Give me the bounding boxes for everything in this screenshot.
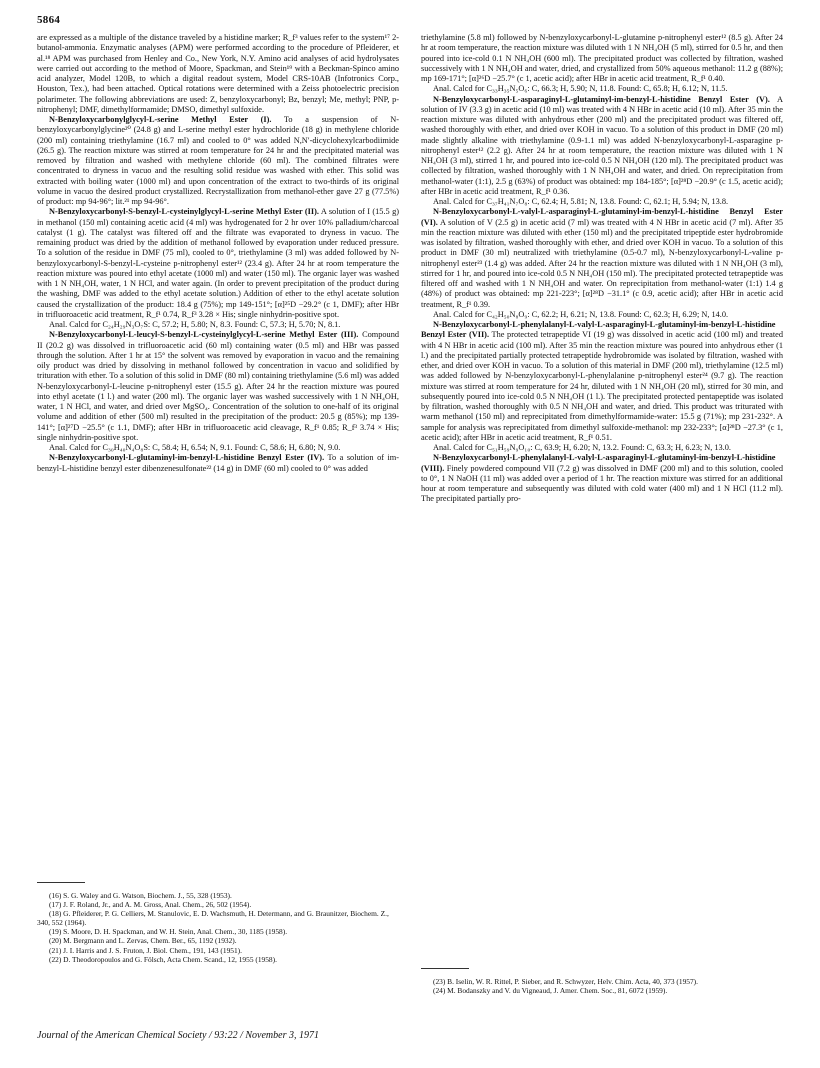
paragraph	[37, 453, 399, 474]
analysis-line: Anal. Calcd for C₃₃H₃₅N₅O₆: C, 66.3; H, 5.90; N, 11.8. Found: C, 65.8; H, 6.12; N, 11.5.	[433, 84, 728, 94]
footnotes-left	[37, 891, 399, 964]
analysis-line: Anal. Calcd for C₅₁H₅₉N₉O₁₀: C, 63.9; H, 6.20; N, 13.2. Found: C, 63.3; H, 6.23; N, 13.0.	[433, 443, 731, 452]
analysis-line: Anal. Calcd for C₃₇H₄₁N₇O₈: C, 62.4; H, 5.81; N, 13.8. Found: C, 62.1; H, 5.94; N, 13.8.	[433, 197, 729, 206]
paragraph	[37, 330, 399, 443]
footnote: (22) D. Theodoropoulos and G. Fölsch, Acta Chem. Scand., 12, 1955 (1958).	[49, 954, 277, 964]
paragraph-body: A solution of I (15.5 g) in methanol (150 ml) containing acetic acid (4 ml) was hydrogenated for 2 hr over 10% palladium/charcoal catalyst (1 g). The catalyst was filtered off and the filtrate was evaporated to dryness in vacuo. The remaining product was dried by the addition of methanol followed by evaporation under reduced pressure. To a solution of the residue in DMF (75 ml), cooled to 0°, triethylamine (3 ml) was added followed by N-benzyloxycarbonyl-S-benzyl-L-cysteine p-nitrophenyl ester¹² (23.4 g). After 24 hr at room temperature the reaction mixture was poured into ethyl acetate (1000 ml) and water (150 ml). The organic layer was washed with 1 N NH₄OH, water, 1 N HCl, and water again. (In order to prevent precipitation of the product during the washing, DMF was added to the ethyl acetate solution.) Addition of ether to the ethyl acetate solution caused the crystallization of the product: 18.4 g (75%); mp 149-151°; [α]²⁵D −29.2° (c 1, DMF); after HBr in trifluoroacetic acid treatment, R_f¹ 0.74, R_f³ 3.28 × His; single ninhydrin-positive spot.	[37, 207, 399, 319]
footnote: (17) J. F. Roland, Jr., and A. M. Gross, Anal. Chem., 26, 502 (1954).	[49, 900, 252, 910]
compound-heading: N-Benzyloxycarbonyl-L-leucyl-S-benzyl-L-cysteinylglycyl-L-serine Methyl Ester (III).	[49, 330, 359, 340]
paragraph: are expressed as a multiple of the distance traveled by a histidine marker; R_f³ values refer to the system¹⁷ 2-butanol-ammonia. Enzymatic analyses (APM) were performed according to the procedure of Pfleiderer, et al.¹⁸ APM was purchased from Henley and Co., New York, N.Y. Amino acid analyses of acid hydrolysates were carried out according to the method of Moore, Spackman, and Stein¹⁹ with a Beckman-Spinco amino acid analyzer, Model 120B, to which a digital readout system, Model CRS-10AB (Infotronics Corp., Houston, Tex.), had been attached. Optical rotations were determined with a Zeiss photoelectric precision polarimeter. The following abbreviations are used: Z, benzyloxycarbonyl; Bz, benzyl; Me, methyl; PNP, p-nitrophenyl; DMF, dimethylformamide; DMSO, dimethyl sulfoxide.	[37, 33, 399, 114]
paragraph	[421, 320, 783, 443]
journal-footer: Journal of the American Chemical Society / 93:22 / November 3, 1971	[37, 1030, 319, 1041]
paragraph-body: Finely powdered compound VII (7.2 g) was dissolved in DMF (200 ml) and to this solution, cooled to 0°, 1 N NaOH (11 ml) was added over a period of 1 hr. The reaction mixture was stirred for an additional hour at room temperature and subsequently was diluted with cold water (400 ml) and 1 N HCl (11.2 ml). The precipitated partially pro-	[421, 463, 783, 504]
compound-heading: N-Benzyloxycarbonyl-L-phenylalanyl-L-valyl-L-asparaginyl-L-glutaminyl-im-benzyl-L-histidine (VIII).	[421, 453, 776, 473]
paragraph: triethylamine (5.8 ml) followed by N-benzyloxycarbonyl-L-glutamine p-nitrophenyl ester¹² (8.5 g). After 24 hr at room temperature, the reaction mixture was diluted with 1 N NH₄OH (5 ml), stirred for 0.5 hr, and then poured into ice-cold 0.1 N NH₄OH (600 ml). The precipitated product was collected by filtration, washed successively with 1 N NH₄OH and water, dried, and crystallized from 50% aqueous methanol: 11.2 g (88%); mp 169-171°; [α]²⁶D −25.7° (c 1, acetic acid); after HBr in acetic acid treatment, R_f¹ 0.40.	[421, 33, 783, 83]
compound-heading: N-Benzyloxycarbonyl-L-phenylalanyl-L-valyl-L-asparaginyl-L-glutaminyl-im-benzyl-L-histidine Benzyl Ester (VII).	[421, 320, 776, 340]
left-column	[37, 33, 399, 474]
footnote: (20) M. Bergmann and L. Zervas, Chem. Ber., 65, 1192 (1932).	[49, 936, 237, 946]
paragraph-body: To a solution of im-benzyl-L-histidine benzyl ester dibenzenesulfonate²² (14 g) in DMF (60 ml) cooled to 0° was added	[37, 453, 399, 473]
footnote-divider	[37, 882, 85, 883]
compound-heading: N-Benzyloxycarbonylglycyl-L-serine Methyl Ester (I).	[49, 115, 272, 124]
paragraph	[421, 453, 783, 504]
paragraph-body: A solution of V (2.5 g) in acetic acid (7 ml) was treated with 4 N HBr in acetic acid (7 ml). After 35 min the reaction mixture was diluted with ether (150 ml) and the precipitated tripeptide ester hydrobromide was isolated by filtration, washed thoroughly with ether, and dried over KOH in vacuo. To a solution of this product in DMF (30 ml) neutralized with triethylamine (0.5-0.7 ml), N-benzyloxycarbonyl-L-valine p-nitrophenyl ester²³ (1.4 g) was added. After 24 hr the reaction mixture was diluted with 1 N NH₄OH (3 ml), stirred for 1 hr, and poured into ice-cold 0.5 N NH₄OH (150 ml). The precipitated protected tetrapeptide was filtered off and washed with 1 N NH₄OH and water. On reprecipitation from methanol-water (1:1) 1.4 g (48%) of product was obtained: mp 221-223°; [α]²⁸D −31.1° (c 0.9, acetic acid); after HBr in acetic acid treatment, R_f¹ 0.39.	[421, 217, 783, 309]
compound-heading: N-Benzyloxycarbonyl-L-valyl-L-asparaginyl-L-glutaminyl-im-benzyl-L-histidine Benzyl Ester (VI).	[421, 207, 783, 227]
analysis-line: Anal. Calcd for C₂₄H₂₉N₃O₇S: C, 57.2; H, 5.80; N, 8.3. Found: C, 57.3; H, 5.70; N, 8.1.	[49, 320, 341, 329]
paragraph-body: To a suspension of N-benzyloxycarbonylglycine²⁰ (24.8 g) and L-serine methyl ester hydrochloride (18 g) in methylene chloride (200 ml) containing triethylamine (16.7 ml) and cooled to 0° was added N,N′-dicyclohexylcarbodiimide (26.5 g). The reaction mixture was stirred at room temperature for 24 hr and the precipitated material was removed by filtration and washed with methylene chloride (60 ml). The combined filtrates were concentrated to dryness in vacuo and the resulting solid residue was washed with ether. This solid was extracted with boiling water (1000 ml) and upon concentration of the extract to two-thirds of its original volume in vacuo the desired product crystallized. Recrystallization from methanol-ether gave 27 g (77.5%) of product: mp 94-96°; lit.²¹ mp 94-96°.	[37, 115, 399, 206]
footnote-divider	[421, 968, 469, 969]
footnote: (21) J. I. Harris and J. S. Fruton, J. Biol. Chem., 191, 143 (1951).	[49, 945, 242, 955]
compound-heading: N-Benzyloxycarbonyl-S-benzyl-L-cysteinylglycyl-L-serine Methyl Ester (II).	[49, 207, 319, 217]
paragraph	[37, 207, 399, 320]
analysis-line: Anal. Calcd for C₄₂H₅₀N₈O₉: C, 62.2; H, 6.21; N, 13.8. Found: C, 62.3; H, 6.29; N, 14.0.	[433, 309, 729, 319]
footnote: (16) S. G. Waley and G. Watson, Biochem. J., 55, 328 (1953).	[49, 891, 232, 900]
paragraph	[37, 115, 399, 207]
footnote: (23) B. Iselin, W. R. Rittel, P. Sieber, and R. Schwyzer, Helv. Chim. Acta, 40, 373 (1957).	[433, 977, 698, 986]
footnotes-right	[421, 977, 783, 995]
compound-heading: N-Benzyloxycarbonyl-L-glutaminyl-im-benzyl-L-histidine Benzyl Ester (IV).	[49, 453, 325, 463]
footnote: (24) M. Bodanszky and V. du Vigneaud, J. Amer. Chem. Soc., 81, 6072 (1959).	[433, 986, 668, 996]
paragraph-body: Compound II (20.2 g) was dissolved in trifluoroacetic acid (60 ml) containing water (0.5 ml) and HBr was passed through the solution. After 1 hr at 15° the solvent was removed by evaporation in vacuo and the remaining oily product was dried by dissolving in methanol followed by concentration in vacuo and solidified by trituration with ether. To a solution of this solid in DMF (80 ml) containing triethylamine (5.6 ml) was added N-benzyloxycarbonyl-L-leucine p-nitrophenyl ester (15.5 g). After 24 hr the reaction mixture was poured into ethyl acetate (1 l.) and water (200 ml). The organic layer was washed successively with 1 N NH₄OH, water, 1 N HCl, and water, and dried over MgSO₄. Concentration of the solution to one-half of its original volume and addition of ether (500 ml) resulted in the precipitation of the product: 20.5 g (85%); mp 139-141°; [α]²⁷D −25.5° (c 1.1, DMF); after HBr in trifluoroacetic acid cleavage, R_f¹ 0.85; R_f³ 3.74 × His; single ninhydrin-positive spot.	[37, 330, 400, 442]
paragraph	[421, 207, 783, 310]
right-column	[421, 33, 783, 505]
compound-heading: N-Benzyloxycarbonyl-L-asparaginyl-L-glutaminyl-im-benzyl-L-histidine Benzyl Ester (V).	[433, 94, 770, 104]
analysis-line: Anal. Calcd for C₃₀H₄₀N₄O₈S: C, 58.4; H, 6.54; N, 9.1. Found: C, 58.6; H, 6.80; N, 9.0.	[49, 443, 341, 452]
paragraph	[421, 95, 783, 198]
paragraph-body: The protected tetrapeptide VI (19 g) was dissolved in acetic acid (100 ml) and treated with 4 N HBr in acetic acid (100 ml). After 35 min the reaction mixture was poured into anhydrous ether (1 l.) and the precipitated partially protected tetrapeptide hydrobromide was isolated by filtration, washed with ether, and dried over KOH in vacuo. To a solution of this material in DMF (200 ml), triethylamine (12.5 ml) was added followed by N-benzyloxycarbonyl-L-phenylalanine p-nitrophenyl ester²⁴ (9.7 g). The reaction mixture was stirred at room temperature for 24 hr, diluted with 1 N NH₄OH (20 ml), stirred for 30 min, and subsequently poured into ice-cold 0.5 N NH₄OH (1 l.). The precipitated protected pentapeptide was isolated by filtration, washed thoroughly with 0.5 N NH₄OH and water, and dried. This product was triturated with warm methanol (150 ml) and reprecipitated from dimethylformamide-water: 15.5 g (71%); mp 231-232°. A sample for analysis was reprecipitated from dimethyl sulfoxide-methanol: mp 232-233°; [α]²⁸D −27.3° (c 1, acetic acid); after HBr in acetic acid treatment, R_f¹ 0.51.	[421, 330, 784, 442]
footnote: (19) S. Moore, D. H. Spackman, and W. H. Stein, Anal. Chem., 30, 1185 (1958).	[49, 927, 288, 937]
paragraph-body: A solution of IV (3.3 g) in acetic acid (10 ml) was treated with 4 N HBr in acetic acid (10 ml). After 35 min the reaction mixture was diluted with anhydrous ether (200 ml) and the precipitated product was filtered off, washed thoroughly with ether, and dried over KOH in vacuo. To a solution of this product in DMF (20 ml) made slightly alkaline with triethylamine (0.9-1.1 ml) was added N-benzyloxycarbonyl-L-asparagine p-nitrophenyl ester¹² (2.2 g). After 24 hr at room temperature, the reaction mixture was diluted with 1 N NH₄OH (3 ml), stirred 1 hr, and poured into ice-cold 0.5 N NH₄OH (120 ml). The precipitated product was collected by filtration, washed thoroughly with 1 N NH₄OH and water, and dried. On reprecipitation from methanol-water (1:1), 2.5 g (63%) of product was obtained: mp 184-185°; [α]²⁸D −20.9° (c 1.5, acetic acid); after HBr in acetic acid treatment, R_f¹ 0.36.	[421, 94, 783, 196]
footnote: (18) G. Pfleiderer, P. G. Celliers, M. Stanulovic, E. D. Wachsmuth, H. Determann, and G. Braunitzer, Biochem. Z., 340, 552 (1964).	[37, 909, 389, 928]
page-number: 5864	[37, 14, 61, 26]
